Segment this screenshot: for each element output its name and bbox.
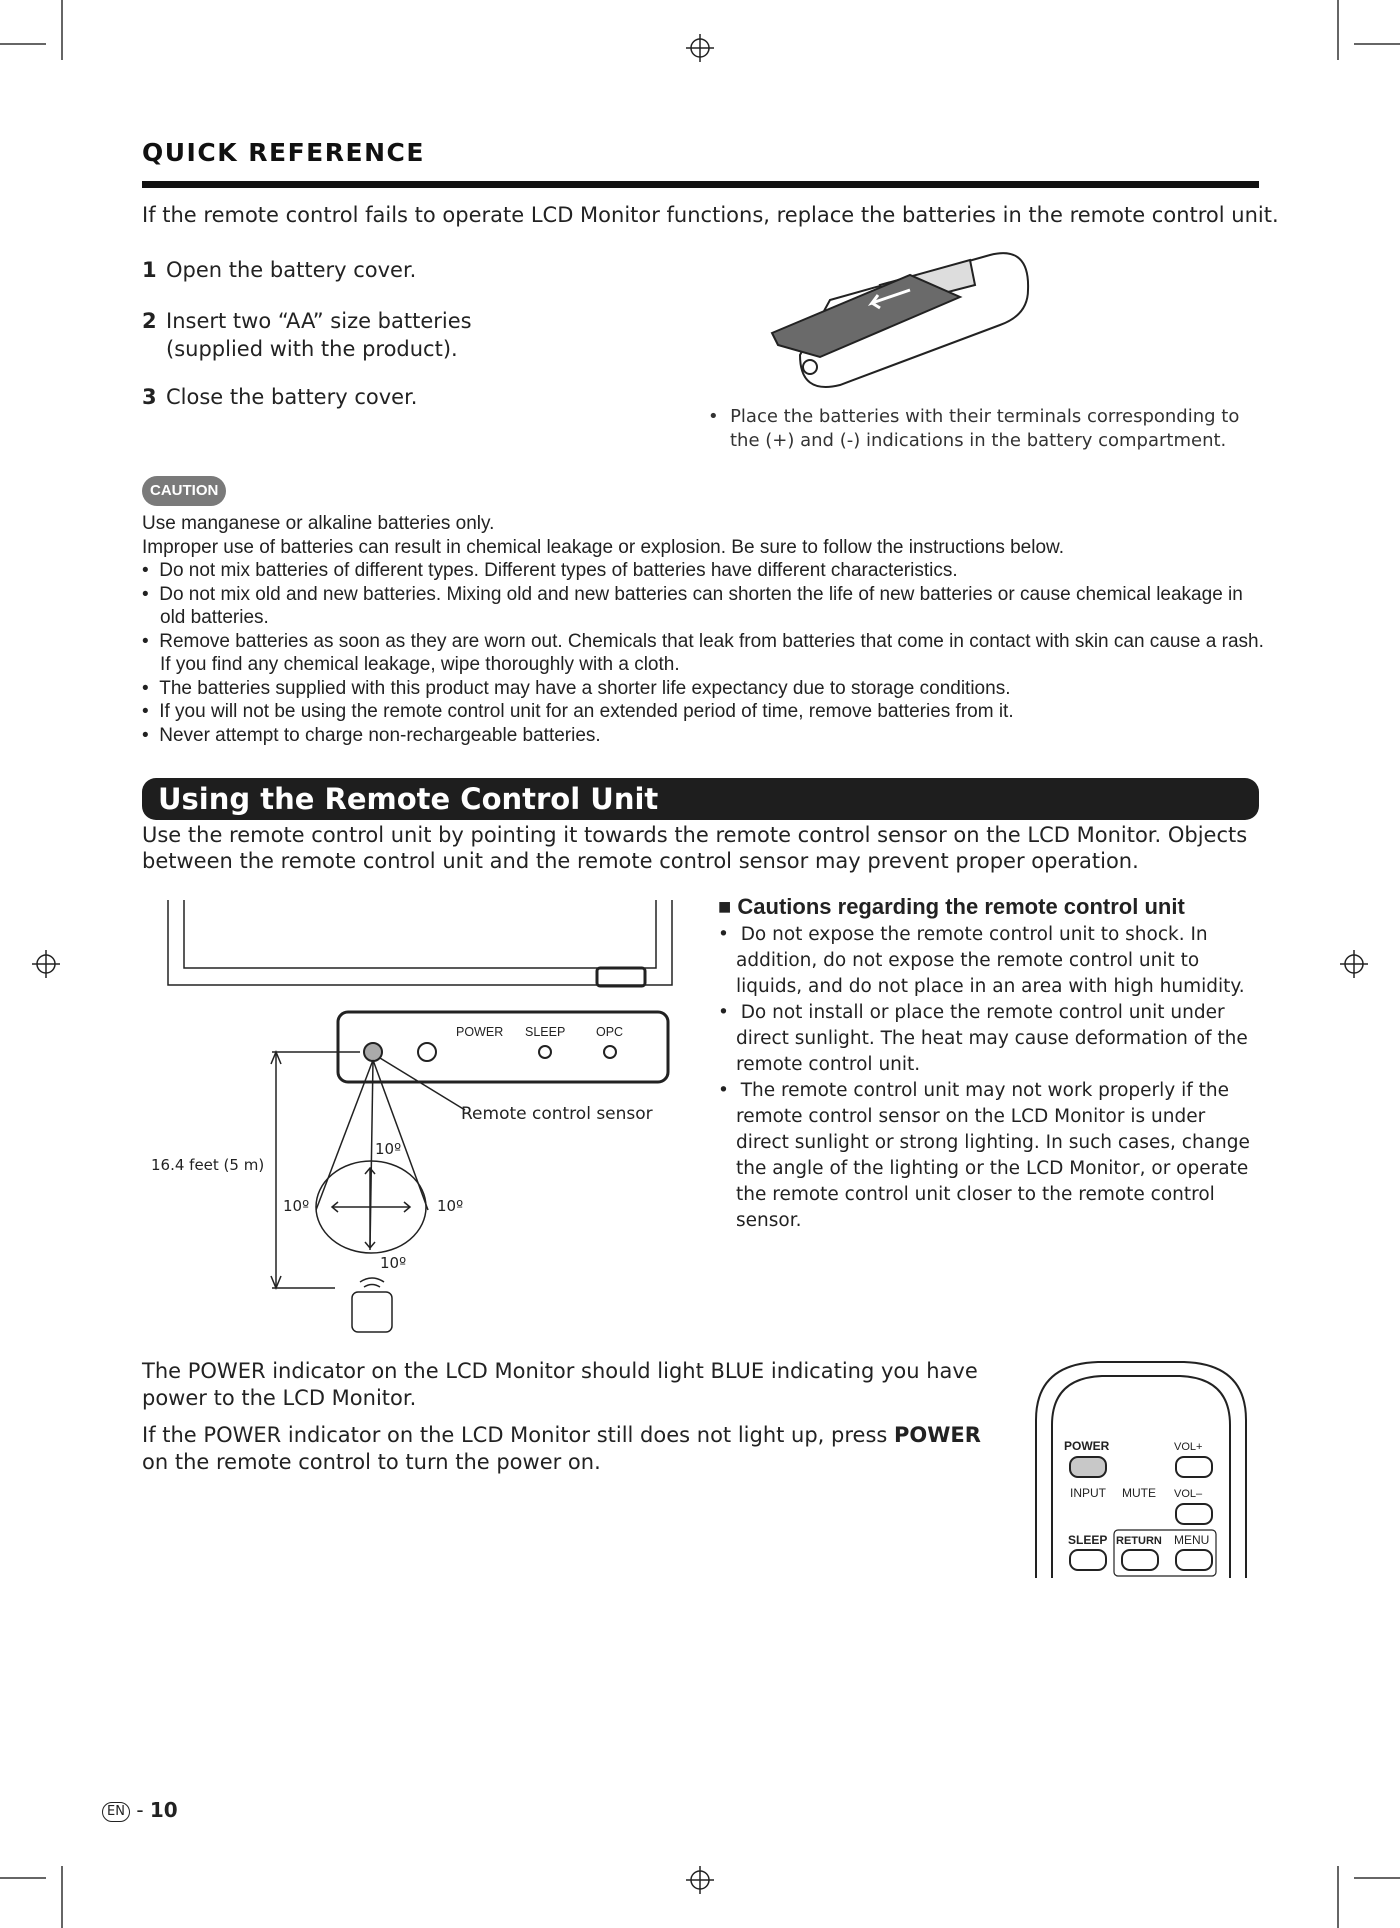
list-item: • Remove batteries as soon as they are worn out. Chemicals that leak from batteries that come in contact with skin can cause a rash. If you find any chemical leakage, wipe thoroughly with a cloth.	[142, 630, 1264, 675]
page-number: 10	[149, 1798, 178, 1822]
power-para-2: If the POWER indicator on the LCD Monitor still does not light up, press POWER on the remote control to turn the power on.	[142, 1423, 981, 1474]
sensor-range-diagram	[140, 895, 680, 1335]
list-item: • Do not install or place the remote control unit under direct sunlight. The heat may cause deformation of the remote control unit.	[718, 1002, 1248, 1075]
remote-label-return: RETURN	[1116, 1535, 1162, 1547]
battery-note-text: Place the batteries with their terminals corresponding to the (+) and (-) indications in the battery compartment.	[730, 406, 1240, 451]
remote-label-vol-up: VOL+	[1174, 1441, 1203, 1453]
step-1	[142, 258, 416, 282]
list-item: • The batteries supplied with this product may have a shorter life expectancy due to storage conditions.	[142, 677, 1011, 699]
sensor-label: Remote control sensor	[461, 1104, 653, 1124]
list-item: • Do not mix old and new batteries. Mixing old and new batteries can shorten the life of new batteries or cause chemical leakage in old batteries.	[142, 583, 1243, 628]
panel-label-opc: OPC	[596, 1025, 624, 1039]
step-3	[142, 385, 417, 409]
caution-line: Improper use of batteries can result in chemical leakage or explosion. Be sure to follow the instructions below.	[142, 536, 1064, 558]
step-text: Close the battery cover.	[166, 385, 418, 409]
caution-badge: CAUTION	[142, 476, 226, 506]
list-item: • The remote control unit may not work properly if the remote control sensor on the LCD Monitor is under direct sunlight or strong lighting. In such cases, change the angle of the lighting or the LCD Monitor, or operate the remote control unit closer to the remote control sensor.	[718, 1080, 1250, 1231]
step-text-cont: (supplied with the product).	[166, 337, 458, 361]
remote-label-sleep: SLEEP	[1068, 1533, 1108, 1547]
remote-control-illustration	[1030, 1360, 1260, 1580]
angle-label: 10º	[380, 1254, 407, 1272]
remote-label-mute: MUTE	[1122, 1486, 1156, 1500]
page-title: QUICK REFERENCE	[142, 138, 425, 167]
angle-label: 10º	[283, 1197, 310, 1215]
remote-label-vol-down: VOL–	[1174, 1488, 1203, 1500]
usage-paragraph: Use the remote control unit by pointing it towards the remote control sensor on the LCD Monitor. Objects between the remote control unit and the remote control sensor may prevent proper operation.	[142, 823, 1248, 873]
step-text: Open the battery cover.	[166, 258, 417, 282]
remote-cautions-heading: ■ Cautions regarding the remote control unit	[718, 894, 1185, 919]
step-number: 2	[142, 309, 157, 333]
distance-label: 16.4 feet (5 m)	[151, 1156, 265, 1174]
list-item: • Do not mix batteries of different types. Different types of batteries have different characteristics.	[142, 560, 958, 581]
power-emphasis: POWER	[894, 1423, 981, 1447]
angle-label: 10º	[437, 1197, 464, 1215]
battery-note	[708, 405, 1268, 453]
panel-label-power: POWER	[456, 1025, 504, 1039]
page-footer	[102, 1798, 178, 1822]
list-item: • Never attempt to charge non-rechargeable batteries.	[142, 724, 601, 746]
remote-label-menu: MENU	[1174, 1533, 1210, 1547]
step-number: 3	[142, 385, 157, 409]
intro-text: If the remote control fails to operate LCD Monitor functions, replace the batteries in the remote control unit.	[142, 203, 1279, 227]
battery-cover-illustration	[760, 245, 1040, 395]
remote-label-power: POWER	[1064, 1439, 1110, 1453]
language-badge: EN	[102, 1802, 130, 1822]
section-banner	[142, 778, 1259, 820]
remote-label-input: INPUT	[1070, 1486, 1106, 1500]
remote-cautions-list	[718, 922, 1258, 1234]
caution-line: Use manganese or alkaline batteries only.	[142, 513, 495, 534]
power-para-1: The POWER indicator on the LCD Monitor should light BLUE indicating you have power to the LCD Monitor.	[142, 1359, 978, 1410]
title-rule	[142, 181, 1259, 188]
footer-separator: -	[136, 1798, 144, 1822]
power-indicator-text	[142, 1358, 1012, 1476]
step-2	[142, 307, 472, 363]
step-number: 1	[142, 258, 157, 282]
section-title: Using the Remote Control Unit	[158, 782, 659, 816]
step-text: Insert two “AA” size batteries	[166, 309, 472, 333]
list-item: • Do not expose the remote control unit to shock. In addition, do not expose the remote control unit to liquids, and do not place in an area with high humidity.	[718, 924, 1245, 997]
bullet: •	[708, 406, 719, 427]
caution-block	[142, 512, 1272, 747]
angle-label: 10º	[375, 1140, 402, 1158]
list-item: • If you will not be using the remote control unit for an extended period of time, remove batteries from it.	[142, 701, 1014, 722]
panel-label-sleep: SLEEP	[525, 1025, 566, 1039]
